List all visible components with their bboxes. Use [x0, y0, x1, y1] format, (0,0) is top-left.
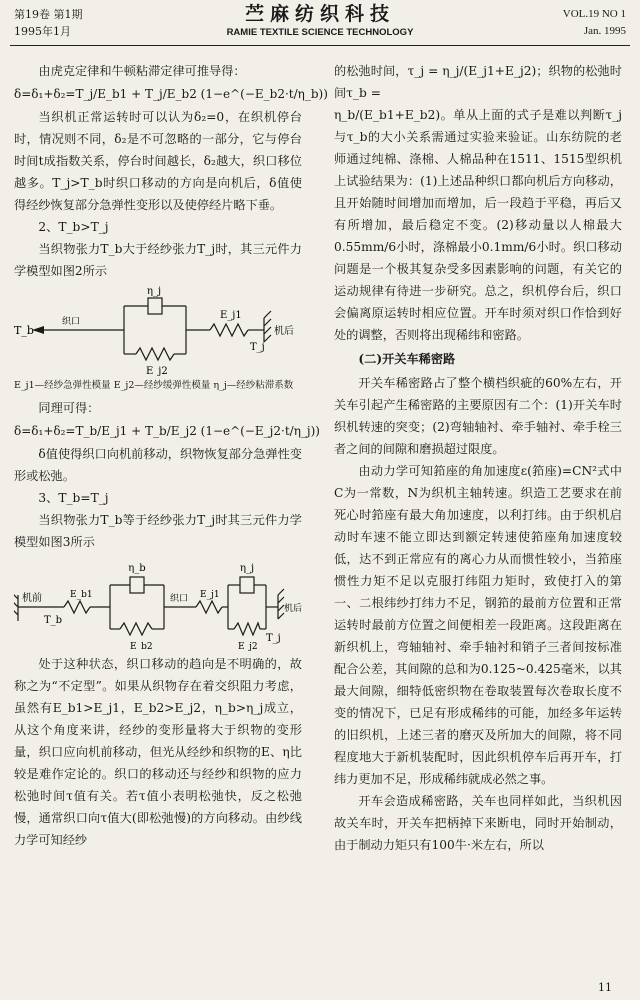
eta-j-label: η_j [146, 286, 162, 297]
ej2-label: E_j2 [146, 366, 168, 376]
date-en: Jan. 1995 [583, 25, 626, 37]
paragraph: 由动力学可知筘座的角加速度ε(筘座)=CN²式中C为一常数，N为织机主轴转速。织造工艺要求在前死心时筘座有最大角加速度，以利打纬。由于织机启动时车速不能立即达到额定转速使筘座角加速度较低，达不到正常应有的离心力从而惯性较小，当筘座惯性力矩不足以克服打纬阻力矩时，致使打入的第一、二根纬纱打纬力不足，钢筘的最前方位置和正常运转时最前方位置之间便相差一段距离。这段距离在新织机上，弯轴轴衬、牵手轴衬和销子三者间按标准配合公差，其间隙的总和为0.125~0.425毫米，以其最大间隙，细特低密织物在卷取装置每次卷取长度不变的情况下，已足有形成稀纬的可能，加经多年运转的旧织机，上述三者的磨灭及所加大的间隙，将不同程度地大于新机装配时，因此织机停车后再开车，打纬力更加不足，形成稀纬就成必然之事。 [334, 464, 622, 786]
tb-label: T_b [14, 324, 34, 337]
eta-b-label: η_b [128, 563, 146, 574]
volume-cn: 第19卷 第1期 [14, 8, 83, 21]
date-cn: 1995年1月 [14, 25, 71, 38]
ej2-label: E_j2 [238, 642, 258, 651]
paragraph: 开关车稀密路占了整个横档织疵的60%左右，开关车引起产生稀密路的主要原因有二个：(1)开关车时织机转速的突变；(2)弯轴轴衬、牵手轴衬、牵手栓三者之间的间隙和磨损超过限度。 [334, 376, 622, 456]
paragraph: 由虎克定律和牛顿粘滞定律可推导得： [38, 64, 246, 78]
section-heading: (二)开关车稀密路 [358, 352, 456, 366]
paragraph: 的松弛时间，τ_j = η_j/(E_j1+E_j2)；织物的松弛时间τ_b = [334, 64, 622, 100]
journal-title [190, 2, 450, 40]
header-rule [10, 45, 630, 46]
subheading: 2、T_b>T_j [38, 220, 109, 234]
cloth-fell-label: 织口 [170, 594, 189, 604]
paragraph: 处于这种状态，织口移动的趋向是不明确的，故称之为“不定型”。如果从织物存在着交织阻力考虑，虽然有E_b1>E_j1，E_b2>E_j2，η_b>η_j成立，从这个角度来讲，经纱的变形量将大于织物的变形量，织口应向机前移动，但光从经纱和织物的E、η比较是难作定论的。织口的移动还与经纱和织物的应力松弛时间τ值有关。若τ值小表明松弛快，反之松弛慢，通常织口向τ值大(即松弛慢)的方向移动。由纱线力学可知经纱 [14, 657, 302, 847]
ej1-label: E_j1 [220, 310, 242, 321]
tj-label: T_j [250, 342, 265, 353]
figure-2-caption: E_j1—经纱急弹性模量 E_j2—经纱缓弹性模量 η_j—经纱粘滞系数 [14, 380, 294, 391]
equation-2: δ=δ₁+δ₂=T_b/E_j1 + T_b/E_j2 (1−e^(−E_j2·t/η_j)) [14, 424, 320, 438]
journal-title-en: RAMIE TEXTILE SCIENCE TECHNOLOGY [226, 27, 414, 38]
paragraph: 开车会造成稀密路，关车也同样如此，当织机因故关车时，开关车把柄掉下来断电，同时开始制动，由于制动力矩只有100牛·米左右，所以 [334, 794, 622, 852]
journal-title-cn: 苎麻纺织科技 [244, 3, 395, 25]
tb-label: T_b [44, 615, 63, 626]
paragraph: 当织物张力T_b大于经纱张力T_j时，其三元件力学模型如图2所示 [14, 242, 302, 278]
figure-3-diagram [14, 555, 302, 651]
header-right [563, 6, 626, 40]
paragraph: η_b/(E_b1+E_b2)。单从上面的式子是难以判断τ_j与τ_b的大小关系需通过实验来验证。山东纺院的老师通过纯棉、涤棉、人棉品种在1511、1515型织机上试验结果为：(1)上述品种织口都向机后方向移动，且开始随时间增加而增加，后一段趋于平稳，再后又有所增加，最后稳定不变。(2)移动量以人棉最大0.55mm/6小时，涤棉最小0.1mm/6小时。织口移动问题是一个极其复杂受多因素影响的问题，有关它的运动规律有待进一步研究。总之，织机停台后，织口会偏离原运转时相应位置。开车时须对织口作恰到好处的调整，否则将出现稀纬和密路。 [334, 108, 622, 342]
page-number: 11 [598, 981, 612, 994]
left-column [14, 60, 328, 851]
eb1-label: E_b1 [70, 590, 93, 600]
paragraph: 当织机正常运转时可以认为δ₂=0，在织机停台时，情况则不同，δ₂是不可忽略的一部分，它与停台时间t成指数关系，停台时间越长，δ₂越大，织口移位越多。T_j>T_b时织口移动的方向是向机后，δ值使得经纱恢复部分急弹性变形以及使停经片略下垂。 [14, 110, 302, 212]
paragraph: 同理可得： [38, 401, 100, 415]
paragraph: δ值使得织口向机前移动，织物恢复部分急弹性变形或松弛。 [14, 447, 302, 483]
machine-back-label: 机后 [274, 326, 294, 337]
page-header [0, 0, 640, 48]
header-left [14, 6, 83, 40]
eta-j-label: η_j [239, 563, 255, 574]
figure-2-diagram [14, 284, 302, 376]
subheading: 3、T_b=T_j [38, 491, 109, 505]
tj-label: T_j [266, 633, 281, 644]
cloth-fell-label: 织口 [62, 317, 81, 327]
volume-en: VOL.19 NO 1 [562, 8, 626, 20]
ej1-label: E_j1 [200, 590, 220, 600]
right-column [334, 60, 622, 856]
paragraph: 当织物张力T_b等于经纱张力T_j时其三元件力学模型如图3所示 [14, 513, 302, 549]
machine-front-label: 机前 [22, 593, 42, 604]
eb2-label: E_b2 [130, 642, 153, 651]
machine-back-label: 机后 [284, 604, 302, 614]
equation-1: δ=δ₁+δ₂=T_j/E_b1 + T_j/E_b2 (1−e^(−E_b2·t/η_b)) [14, 87, 328, 101]
